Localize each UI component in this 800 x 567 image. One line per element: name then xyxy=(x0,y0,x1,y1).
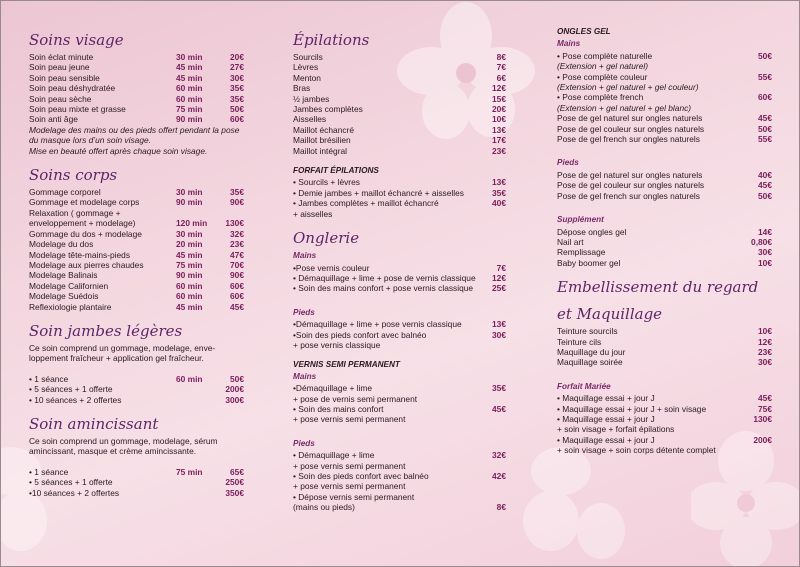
item-price: 60€ xyxy=(758,92,772,103)
forfait-mariee-list xyxy=(557,393,772,455)
item-name: Jambes complètes xyxy=(293,104,363,115)
price-row xyxy=(293,94,506,104)
price-row xyxy=(29,260,244,270)
price-row xyxy=(293,481,506,491)
price-row xyxy=(293,177,506,187)
item-price: 10€ xyxy=(492,114,506,125)
item-name: Soin peau déshydratée xyxy=(29,83,116,94)
price-row xyxy=(29,270,244,280)
item-name: • Pose complète couleur xyxy=(557,71,648,82)
item-price: 300€ xyxy=(225,394,244,405)
item-duration: 60 min xyxy=(176,373,203,384)
item-name: • 1 séance xyxy=(29,466,69,477)
price-row xyxy=(557,61,772,71)
section-title-soins-visage: Soins visage xyxy=(29,31,124,49)
price-row xyxy=(293,135,506,145)
price-row xyxy=(29,73,244,83)
item-name: Soin peau sèche xyxy=(29,93,92,104)
item-duration: 90 min xyxy=(176,197,203,208)
item-name: (Extension + gel naturel + gel couleur) xyxy=(557,82,699,93)
price-row xyxy=(29,197,244,207)
price-row xyxy=(557,51,772,61)
item-price: 12€ xyxy=(492,272,506,283)
ongles-pieds-label: Pieds xyxy=(557,158,579,168)
item-price: 17€ xyxy=(492,135,506,146)
item-price: 0,80€ xyxy=(751,236,772,247)
onglerie-pieds-label: Pieds xyxy=(293,307,315,317)
column-2 xyxy=(293,31,506,513)
item-price: 47€ xyxy=(230,249,244,260)
price-row xyxy=(557,404,772,414)
price-row xyxy=(293,73,506,83)
item-duration: 45 min xyxy=(176,72,203,83)
item-name: Aisselles xyxy=(293,114,327,125)
item-name: Gommage corporel xyxy=(29,187,101,198)
price-row xyxy=(29,218,244,228)
item-price: 60€ xyxy=(230,291,244,302)
item-price: 12€ xyxy=(492,83,506,94)
item-price: 35€ xyxy=(492,187,506,198)
price-row xyxy=(557,134,772,144)
supplement-label: Supplément xyxy=(557,215,604,225)
price-row xyxy=(293,383,506,393)
item-price: 32€ xyxy=(230,228,244,239)
price-row xyxy=(29,488,244,498)
item-name: Gommage du dos + modelage xyxy=(29,228,142,239)
section-title-soins-corps: Soins corps xyxy=(29,166,118,185)
item-price: 200€ xyxy=(753,434,772,445)
price-row xyxy=(557,326,772,336)
price-row xyxy=(557,435,772,445)
item-price: 40€ xyxy=(492,198,506,209)
vernis-pieds-label: Pieds xyxy=(293,438,315,448)
item-duration: 60 min xyxy=(176,291,203,302)
item-name: Modelage du dos xyxy=(29,239,94,250)
item-duration: 60 min xyxy=(176,93,203,104)
item-name: Modelage aux pierres chaudes xyxy=(29,259,144,270)
item-name: + soin visage + forfait épilations xyxy=(557,424,675,435)
item-price: 55€ xyxy=(758,134,772,145)
item-duration: 45 min xyxy=(176,62,203,73)
price-row xyxy=(557,113,772,123)
item-price: 20€ xyxy=(492,104,506,115)
item-name: Baby boomer gel xyxy=(557,257,621,268)
item-price: 250€ xyxy=(225,477,244,488)
price-row xyxy=(557,424,772,434)
item-price: 7€ xyxy=(496,262,506,273)
price-row xyxy=(293,62,506,72)
item-name: enveloppement + modelage) xyxy=(29,218,136,229)
price-row xyxy=(293,319,506,329)
item-price: 42€ xyxy=(492,471,506,481)
price-row xyxy=(29,229,244,239)
ongles-mains-label: Mains xyxy=(557,39,581,49)
item-name: Modelage tête-mains-pieds xyxy=(29,249,131,260)
price-row xyxy=(29,62,244,72)
item-name: • Maquillage essai + jour J xyxy=(557,413,655,424)
item-name: • 10 séances + 2 offertes xyxy=(29,394,122,405)
item-price: 65€ xyxy=(230,466,244,477)
item-name: Teinture cils xyxy=(557,336,602,347)
epilations-list xyxy=(293,52,506,156)
price-row xyxy=(557,414,772,424)
item-name: Maillot échancré xyxy=(293,124,354,135)
price-row xyxy=(557,82,772,92)
price-row xyxy=(293,188,506,198)
item-price: 15€ xyxy=(492,93,506,104)
item-duration: 75 min xyxy=(176,259,203,270)
item-name: Pose de gel french sur ongles naturels xyxy=(557,134,700,145)
section-title-jambes: Soin jambes légères xyxy=(29,321,183,340)
price-row xyxy=(29,187,244,197)
item-name: Modelage Californien xyxy=(29,280,109,291)
item-duration: 75 min xyxy=(176,466,203,477)
item-name: • Jambes complètes + maillot échancré xyxy=(293,198,439,209)
item-name: Soin peau sensible xyxy=(29,72,100,83)
onglerie-mains-label: Mains xyxy=(293,251,317,261)
item-name: • 1 séance xyxy=(29,373,69,384)
item-name: • Pose complète naturelle xyxy=(557,50,653,61)
price-row xyxy=(557,124,772,134)
item-name: (Extension + gel naturel + gel blanc) xyxy=(557,102,692,113)
amincissant-description: Ce soin comprend un gommage, modelage, sérum amincissant, masque et crème amincissante. xyxy=(29,435,218,457)
item-name: Maillot intégral xyxy=(293,145,347,156)
item-name: Pose de gel naturel sur ongles naturels xyxy=(557,113,703,124)
price-row xyxy=(557,347,772,357)
item-price: 20€ xyxy=(230,52,244,62)
item-duration: 45 min xyxy=(176,301,203,312)
item-price: 14€ xyxy=(758,226,772,237)
item-price: 130€ xyxy=(753,413,772,424)
item-price: 50€ xyxy=(758,50,772,61)
item-price: 7€ xyxy=(496,62,506,73)
item-price: 30€ xyxy=(758,247,772,258)
section-title-epilations: Épilations xyxy=(293,31,370,49)
price-row xyxy=(29,94,244,104)
price-row xyxy=(293,404,506,414)
ongles-mains-list xyxy=(557,51,772,145)
item-name: Soin peau mixte et grasse xyxy=(29,104,126,115)
price-row xyxy=(29,395,244,405)
jambes-description: Ce soin comprend un gommage, modelage, enve-loppement fraîcheur + application gel fraîcheur. xyxy=(29,342,216,364)
vernis-title: VERNIS SEMI PERMANENT xyxy=(293,360,400,370)
price-row xyxy=(293,394,506,404)
price-row xyxy=(293,52,506,62)
item-price: 200€ xyxy=(225,384,244,395)
item-name: •10 séances + 2 offertes xyxy=(29,487,120,498)
vernis-mains-list xyxy=(293,383,506,425)
item-price: 55€ xyxy=(758,71,772,82)
item-name: (mains ou pieds) xyxy=(293,502,355,513)
price-row xyxy=(557,227,772,237)
item-name: •Démaquillage + lime xyxy=(293,383,373,394)
item-name: Pose de gel naturel sur ongles naturels xyxy=(557,169,703,180)
vernis-pieds-list xyxy=(293,450,506,512)
price-row xyxy=(29,208,244,218)
item-price: 50€ xyxy=(758,123,772,134)
forfait-mariee-label: Forfait Mariée xyxy=(557,381,611,391)
price-row xyxy=(293,414,506,424)
item-name: + pose vernis semi permanent xyxy=(293,481,406,492)
item-name: Reflexiologie plantaire xyxy=(29,301,112,312)
price-row xyxy=(293,502,506,512)
price-row xyxy=(29,250,244,260)
embellissement-list xyxy=(557,326,772,368)
price-row xyxy=(29,374,244,384)
price-row xyxy=(557,337,772,347)
price-row xyxy=(29,477,244,487)
price-row xyxy=(29,291,244,301)
item-name: Lèvres xyxy=(293,62,319,73)
item-price: 35€ xyxy=(230,83,244,94)
price-row xyxy=(293,330,506,340)
item-name: • Soin des mains confort xyxy=(293,403,384,414)
soins-visage-note-2: Mise en beauté offert après chaque soin visage. xyxy=(29,145,208,156)
item-name: Soin peau jeune xyxy=(29,62,90,73)
item-name: Pose de gel couleur sur ongles naturels xyxy=(557,180,705,191)
item-name: Pose de gel french sur ongles naturels xyxy=(557,190,700,201)
item-duration: 45 min xyxy=(176,249,203,260)
item-name: Modelage Balinais xyxy=(29,270,98,281)
price-row xyxy=(557,103,772,113)
item-name: Pose de gel couleur sur ongles naturels xyxy=(557,123,705,134)
item-duration: 120 min xyxy=(176,218,208,229)
item-price: 70€ xyxy=(230,259,244,270)
item-name: • 5 séances + 1 offerte xyxy=(29,477,113,488)
price-row xyxy=(29,281,244,291)
ongles-gel-title: ONGLES GEL xyxy=(557,27,611,36)
price-row xyxy=(293,492,506,502)
item-duration: 75 min xyxy=(176,104,203,115)
vernis-mains-label: Mains xyxy=(293,371,317,381)
item-price: 30€ xyxy=(758,357,772,368)
ongles-pieds-list xyxy=(557,170,772,201)
item-name: Relaxation ( gommage + xyxy=(29,207,121,218)
price-row xyxy=(293,198,506,208)
item-price: 45€ xyxy=(492,403,506,414)
item-name: Teinture sourcils xyxy=(557,326,618,337)
item-price: 6€ xyxy=(496,72,506,83)
item-price: 130€ xyxy=(225,218,244,229)
price-row xyxy=(29,384,244,394)
item-price: 45€ xyxy=(230,301,244,312)
item-name: •Pose vernis couleur xyxy=(293,262,370,273)
item-price: 23€ xyxy=(230,239,244,250)
item-price: 30€ xyxy=(230,72,244,83)
item-name: • Démaquillage + lime xyxy=(293,450,375,461)
item-duration: 60 min xyxy=(176,83,203,94)
item-name: (Extension + gel naturel) xyxy=(557,61,649,72)
item-price: 45€ xyxy=(758,393,772,404)
item-price: 90€ xyxy=(230,197,244,208)
item-price: 12€ xyxy=(758,336,772,347)
item-price: 25€ xyxy=(492,283,506,294)
item-price: 35€ xyxy=(230,93,244,104)
section-title-embellissement: Embellissement du regard xyxy=(557,278,759,297)
section-title-amincissant: Soin amincissant xyxy=(29,414,159,433)
price-row xyxy=(29,239,244,249)
column-1 xyxy=(29,31,244,498)
price-row xyxy=(557,247,772,257)
onglerie-mains-list xyxy=(293,263,506,294)
item-name: • Soin des pieds confort avec balnéo xyxy=(293,471,429,481)
item-name: Gommage et modelage corps xyxy=(29,197,140,208)
item-price: 75€ xyxy=(758,403,772,414)
item-price: 50€ xyxy=(230,373,244,384)
price-row xyxy=(293,125,506,135)
price-row xyxy=(29,52,244,62)
section-title-onglerie: Onglerie xyxy=(293,229,360,248)
price-row xyxy=(29,104,244,114)
price-row xyxy=(293,450,506,460)
item-name: • Demie jambes + maillot échancré + aisselles xyxy=(293,187,464,198)
item-duration: 90 min xyxy=(176,270,203,281)
item-price: 50€ xyxy=(758,190,772,201)
price-row xyxy=(557,170,772,180)
item-price: 13€ xyxy=(492,177,506,188)
item-price: 10€ xyxy=(758,257,772,268)
item-name: • Pose complète french xyxy=(557,92,644,103)
item-name: + pose vernis semi permanent xyxy=(293,414,406,425)
item-price: 13€ xyxy=(492,319,506,330)
item-name: Remplissage xyxy=(557,247,606,258)
item-price: 45€ xyxy=(758,180,772,191)
item-name: Soin anti âge xyxy=(29,114,78,125)
item-price: 60€ xyxy=(230,114,244,125)
item-name: ½ jambes xyxy=(293,93,330,104)
amincissant-list xyxy=(29,467,244,498)
item-price: 35€ xyxy=(230,187,244,198)
jambes-list xyxy=(29,374,244,405)
item-price: 50€ xyxy=(230,104,244,115)
item-price: 10€ xyxy=(758,326,772,337)
item-price: 350€ xyxy=(225,487,244,498)
item-name: • Maquillage essai + jour J xyxy=(557,393,655,404)
item-name: Soin éclat minute xyxy=(29,52,94,62)
forfait-epilations-title: FORFAIT ÉPILATIONS xyxy=(293,166,379,176)
price-row xyxy=(293,104,506,114)
item-name: Maillot brésilien xyxy=(293,135,351,146)
soins-visage-list xyxy=(29,52,244,125)
item-price: 45€ xyxy=(758,113,772,124)
item-name: Maquillage soirée xyxy=(557,357,623,368)
item-price: 60€ xyxy=(230,280,244,291)
item-name: • Soin des mains confort + pose vernis classique xyxy=(293,283,474,294)
section-title-maquillage: et Maquillage xyxy=(557,305,663,324)
price-row xyxy=(29,467,244,477)
item-price: 32€ xyxy=(492,450,506,461)
price-row xyxy=(29,83,244,93)
price-row xyxy=(557,237,772,247)
price-row xyxy=(293,471,506,481)
price-row xyxy=(557,357,772,367)
item-price: 90€ xyxy=(230,270,244,281)
item-name: •Soin des pieds confort avec balnéo xyxy=(293,329,427,340)
price-row xyxy=(293,283,506,293)
price-row xyxy=(557,445,772,455)
price-row xyxy=(293,340,506,350)
item-name: Bras xyxy=(293,83,311,94)
item-price: 40€ xyxy=(758,169,772,180)
price-row xyxy=(293,273,506,283)
item-name: Dépose ongles gel xyxy=(557,226,627,237)
item-price: 8€ xyxy=(496,52,506,62)
item-name: + aisselles xyxy=(293,208,333,219)
item-name: Menton xyxy=(293,72,321,83)
price-row xyxy=(557,191,772,201)
price-row xyxy=(29,302,244,312)
item-name: Modelage Suédois xyxy=(29,291,99,302)
item-duration: 60 min xyxy=(176,280,203,291)
item-name: • Sourcils + lèvres xyxy=(293,177,360,188)
supplement-list xyxy=(557,227,772,269)
price-row xyxy=(557,72,772,82)
soins-visage-note: Modelage des mains ou des pieds offert pendant la pose du masque lors d’un soin visage. xyxy=(29,124,240,146)
price-row xyxy=(557,92,772,102)
price-row xyxy=(557,258,772,268)
item-duration: 30 min xyxy=(176,187,203,198)
item-duration: 30 min xyxy=(176,52,203,62)
item-name: • Maquillage essai + jour J + soin visage xyxy=(557,403,707,414)
item-name: • Dépose vernis semi permanent xyxy=(293,491,415,502)
item-price: 8€ xyxy=(496,502,506,513)
item-price: 27€ xyxy=(230,62,244,73)
price-row xyxy=(557,393,772,403)
price-row xyxy=(293,461,506,471)
item-price: 30€ xyxy=(492,329,506,340)
item-duration: 30 min xyxy=(176,228,203,239)
soins-corps-list xyxy=(29,187,244,312)
item-price: 23€ xyxy=(492,145,506,156)
item-name: Sourcils xyxy=(293,52,323,62)
item-price: 23€ xyxy=(758,346,772,357)
column-3 xyxy=(557,27,772,456)
price-row xyxy=(293,83,506,93)
item-name: Maquillage du jour xyxy=(557,346,626,357)
item-name: + pose vernis semi permanent xyxy=(293,460,406,471)
price-row xyxy=(293,263,506,273)
price-row xyxy=(293,209,506,219)
onglerie-pieds-list xyxy=(293,319,506,350)
forfait-epilations-list xyxy=(293,177,506,219)
item-name: • 5 séances + 1 offerte xyxy=(29,384,113,395)
item-name: •Démaquillage + lime + pose vernis classique xyxy=(293,319,462,330)
item-price: 13€ xyxy=(492,124,506,135)
item-name: + pose de vernis semi permanent xyxy=(293,393,418,404)
price-row xyxy=(29,114,244,124)
item-duration: 20 min xyxy=(176,239,203,250)
item-name: + pose vernis classique xyxy=(293,339,381,350)
item-duration: 90 min xyxy=(176,114,203,125)
price-row xyxy=(293,146,506,156)
item-name: • Maquillage essai + jour J xyxy=(557,434,655,445)
item-name: Nail art xyxy=(557,236,584,247)
price-row xyxy=(557,180,772,190)
item-price: 35€ xyxy=(492,383,506,394)
price-row xyxy=(293,114,506,124)
item-name: + soin visage + soin corps détente complet xyxy=(557,445,716,456)
item-name: • Démaquillage + lime + pose de vernis classique xyxy=(293,272,476,283)
